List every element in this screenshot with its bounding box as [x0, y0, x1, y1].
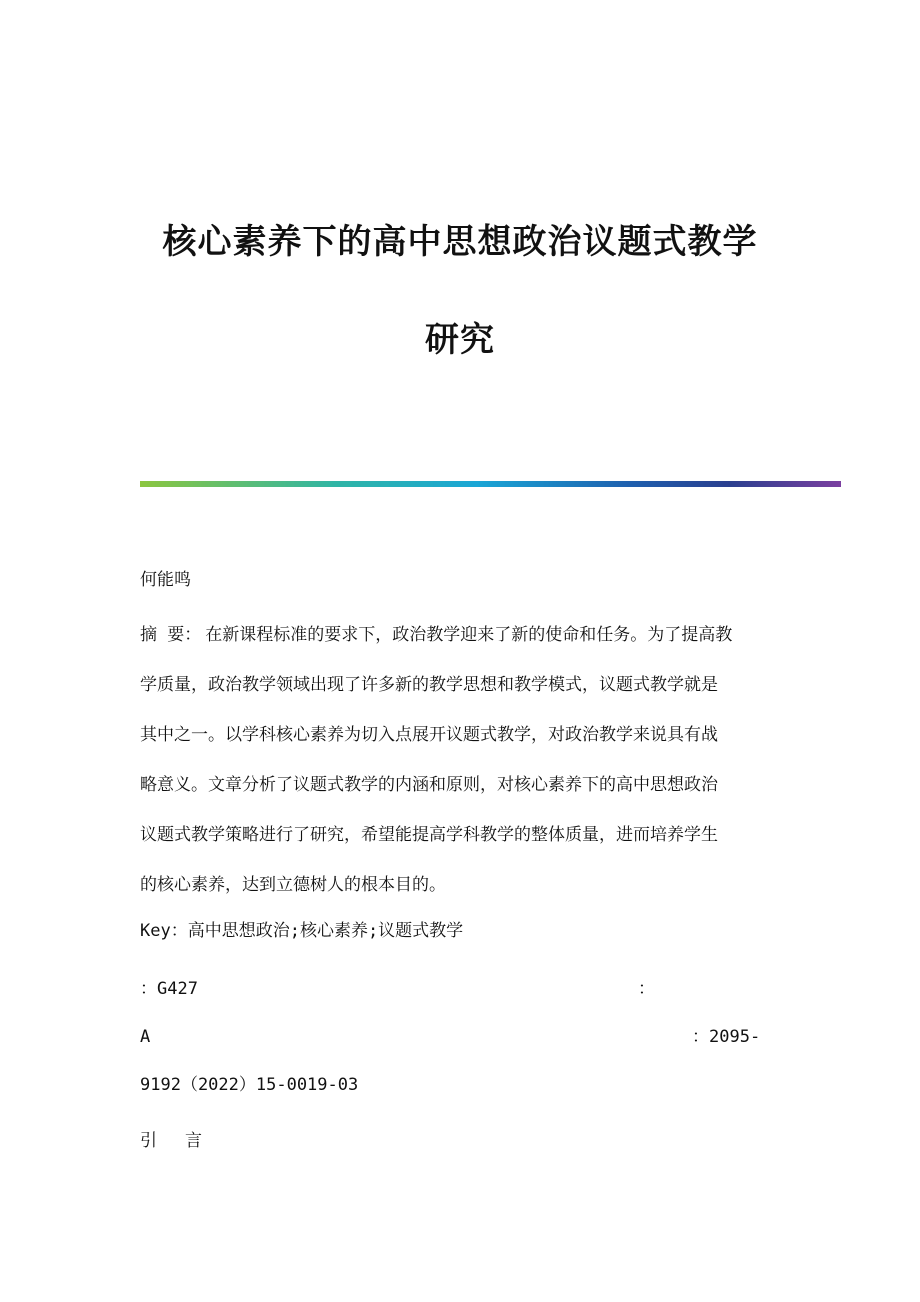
abstract-line: 略意义。文章分析了议题式教学的内涵和原则，对核心素养下的高中思想政治 — [140, 775, 718, 795]
classification-number: ：G427 — [140, 979, 198, 999]
abstract-text: 在新课程标准的要求下，政治教学迎来了新的使命和任务。为了提高教 — [205, 625, 733, 645]
gradient-divider — [140, 481, 841, 487]
abstract-line — [140, 620, 780, 670]
introduction-heading — [140, 1128, 202, 1154]
keywords: Key：高中思想政治;核心素养;议题式教学 — [140, 921, 464, 941]
document-title-line-2: 研究 — [425, 320, 495, 360]
document-title-line-1: 核心素养下的高中思想政治议题式教学 — [162, 222, 758, 262]
article-number-start: ：2095- — [692, 1027, 761, 1047]
abstract-label: 摘 要： — [140, 625, 202, 645]
introduction-heading-char: 言 — [185, 1131, 202, 1151]
article-number-end: 9192（2022）15-0019-03 — [140, 1075, 359, 1095]
abstract-line: 其中之一。以学科核心素养为切入点展开议题式教学，对政治教学来说具有战 — [140, 725, 718, 745]
abstract-block — [140, 620, 780, 920]
document-code-label-colon: ： — [638, 979, 655, 999]
introduction-heading-char: 引 — [140, 1131, 157, 1151]
document-code: A — [140, 1027, 151, 1047]
abstract-line: 议题式教学策略进行了研究，希望能提高学科教学的整体质量，进而培养学生 — [140, 825, 718, 845]
abstract-line: 学质量，政治教学领域出现了许多新的教学思想和教学模式，议题式教学就是 — [140, 675, 718, 695]
author-name: 何能鸣 — [140, 570, 191, 590]
abstract-line: 的核心素养，达到立德树人的根本目的。 — [140, 875, 446, 895]
